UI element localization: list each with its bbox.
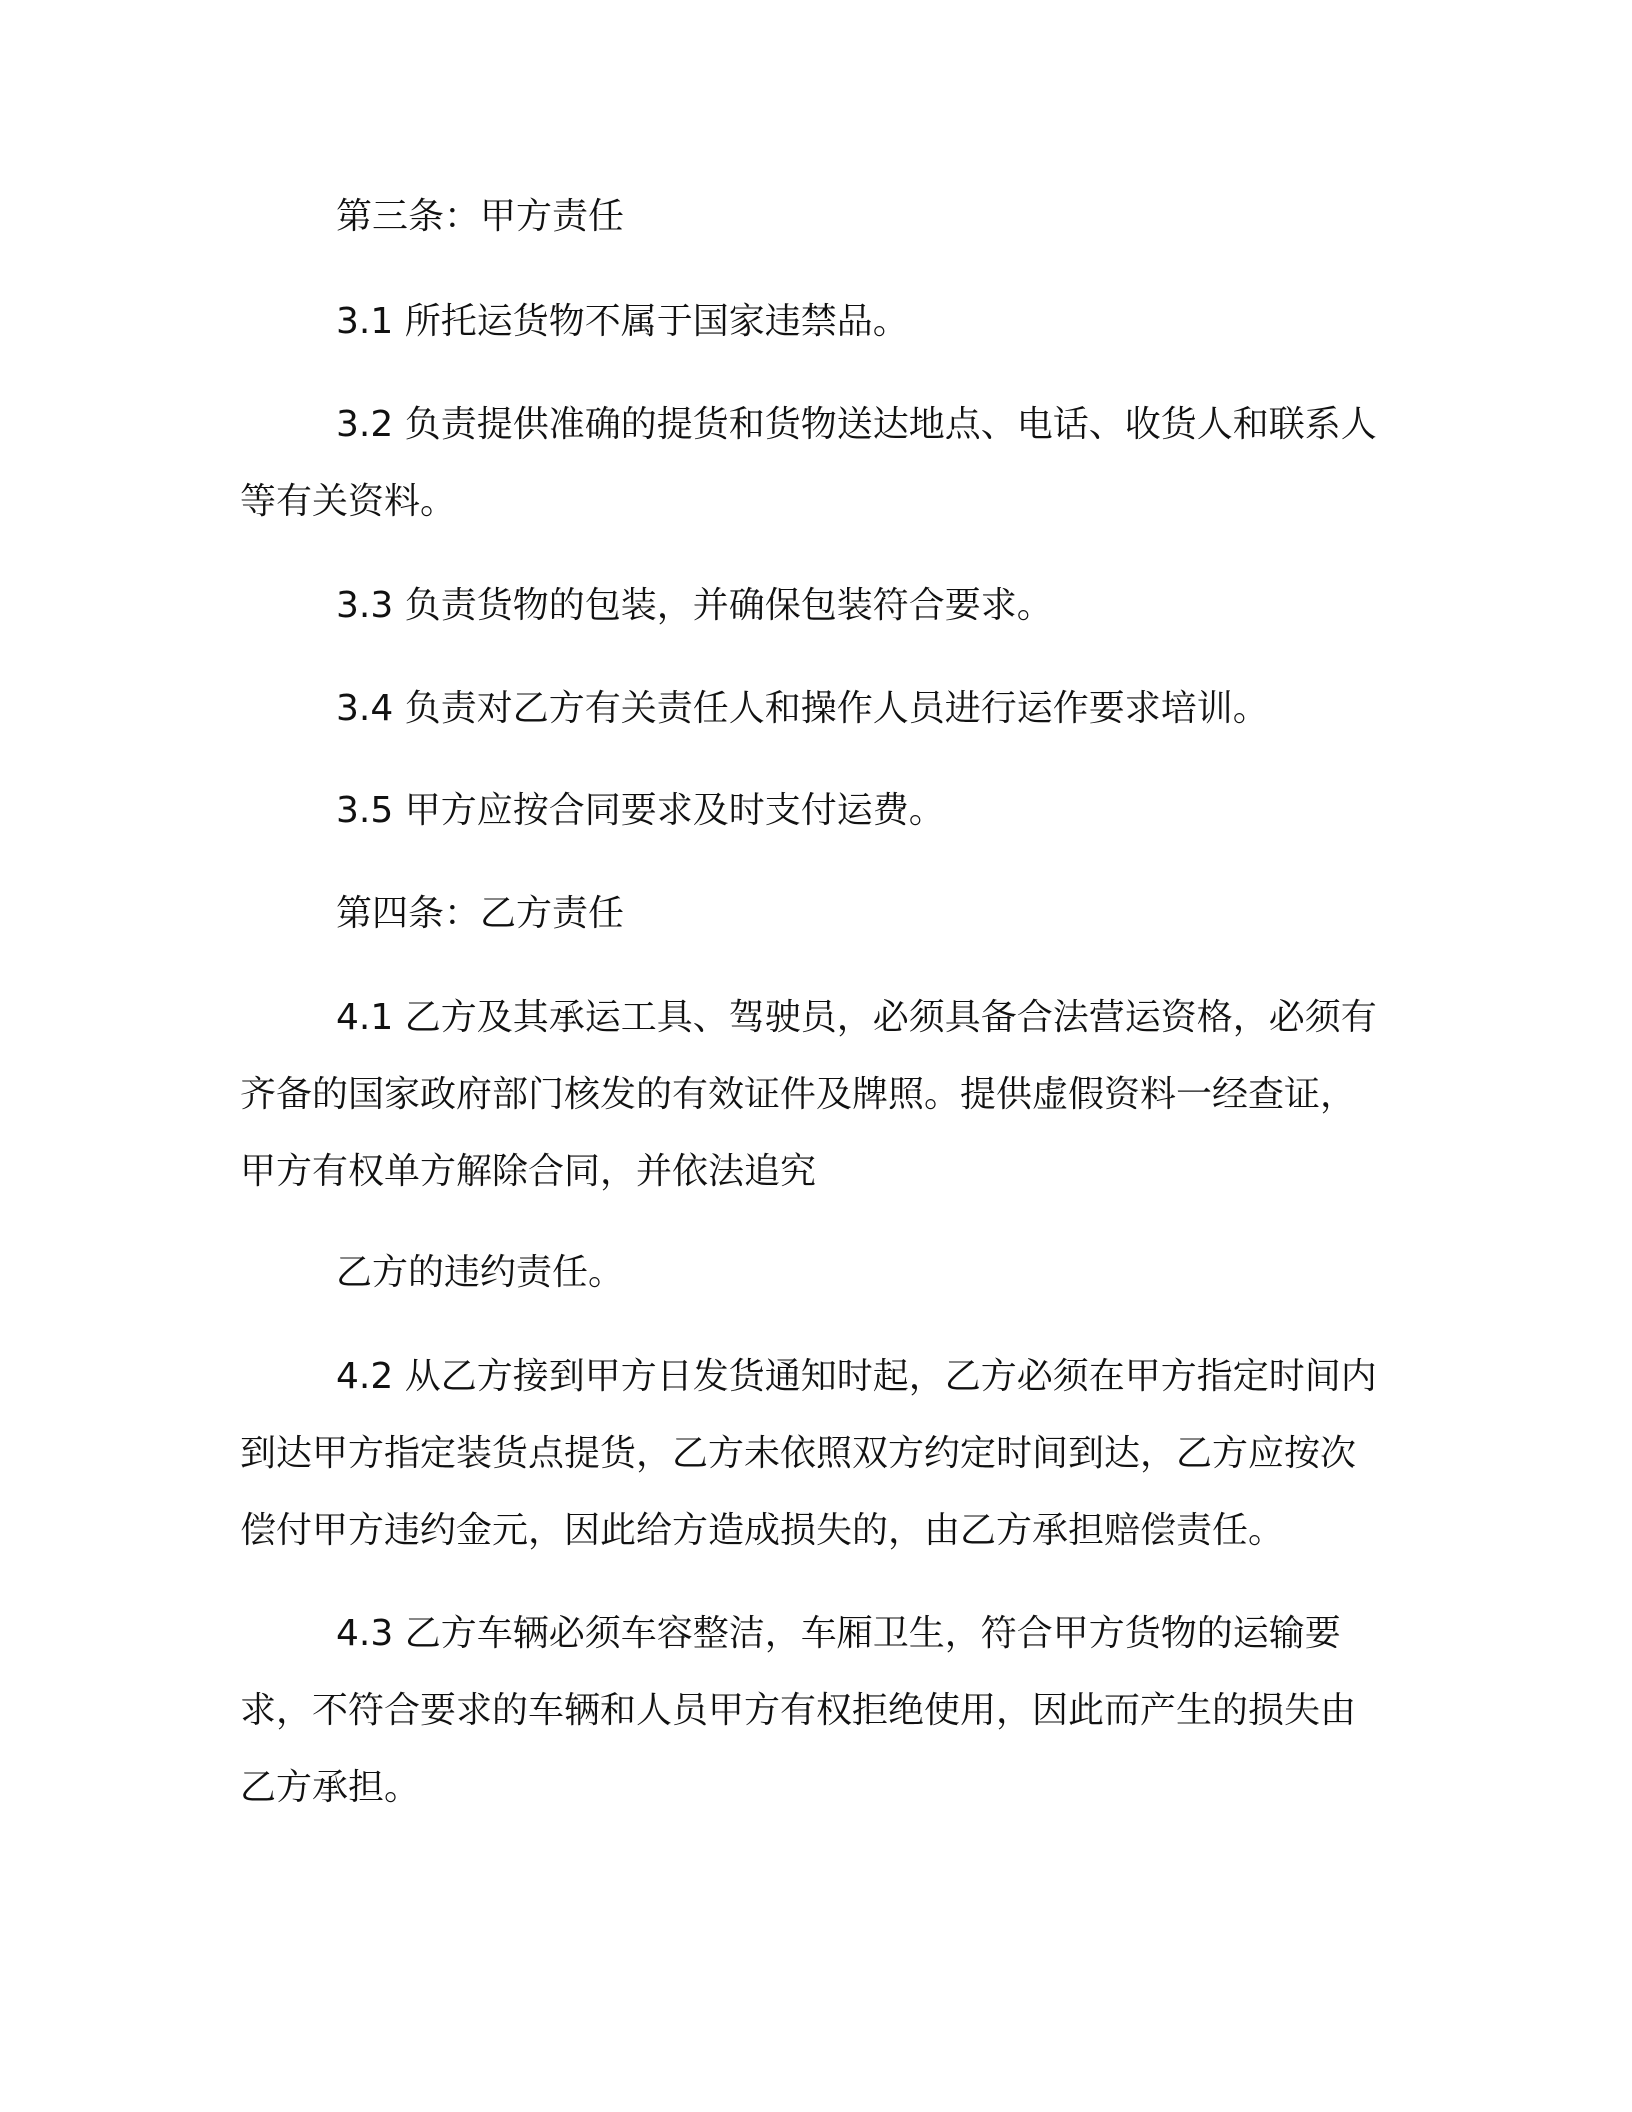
clause-4-3: 4.3 乙方车辆必须车容整洁，车厢卫生，符合甲方货物的运输要求，不符合要求的车辆和人员甲方有权拒绝使用，因此而产生的损失由乙方承担。 [240,1613,1357,1808]
article-3-heading: 第三条：甲方责任 [336,196,625,237]
clause-3-3: 3.3 负责货物的包装，并确保包装符合要求。 [336,585,1053,626]
clause-3-1: 3.1 所托运货物不属于国家违禁品。 [336,301,909,342]
clause-4-2: 4.2 从乙方接到甲方日发货通知时起，乙方必须在甲方指定时间内到达甲方指定装货点提货，乙方未依照双方约定时间到达，乙方应按次偿付甲方违约金元，因此给方造成损失的，由乙方承担赔偿责任。 [240,1356,1377,1551]
clause-3-4: 3.4 负责对乙方有关责任人和操作人员进行运作要求培训。 [336,688,1269,729]
clause-4-1: 4.1 乙方及其承运工具、驾驶员，必须具备合法营运资格，必须有齐备的国家政府部门核发的有效证件及牌照。提供虚假资料一经查证，甲方有权单方解除合同，并依法追究 [240,997,1377,1192]
clause-4-1-continued: 乙方的违约责任。 [336,1252,625,1293]
clause-3-2: 3.2 负责提供准确的提货和货物送达地点、电话、收货人和联系人等有关资料。 [240,404,1377,522]
clause-3-5: 3.5 甲方应按合同要求及时支付运费。 [336,790,945,831]
article-4-heading: 第四条：乙方责任 [336,893,625,934]
